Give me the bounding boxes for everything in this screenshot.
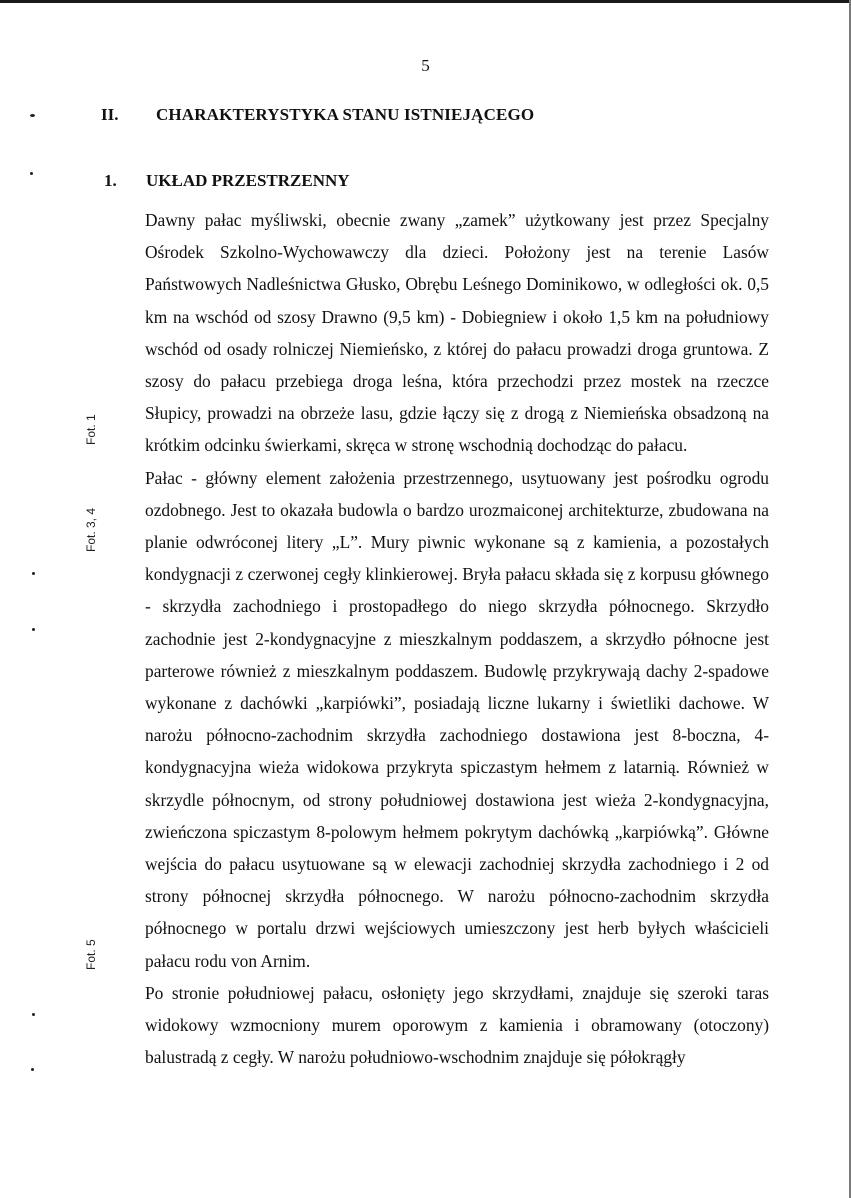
scan-speck [31,1068,34,1071]
paragraph: Dawny pałac myśliwski, obecnie zwany „zamek” użytkowany jest przez Specjalny Ośrodek Szkolno-Wychowawczy dla dzieci. Położony jest na terenie Lasów Państwowych Nadleśnictwa Głusko, Obrębu Leśnego Dominikowo, w odległości ok. 0,5 km na wschód od szosy Drawno (9,5 km) - Dobiegniew i około 1,5 km na południowy wschód od osady rolniczej Niemieńsko, z której do pałacu prowadzi droga gruntowa. Z szosy do pałacu przebiega droga leśna, która przechodzi przez mostek na rzeczce Słupicy, prowadzi na obrzeże lasu, gdzie łączy się z drogą z Niemieńska obsadzoną na krótkim odcinku świerkami, skręca w stronę wschodnią dochodząc do pałacu. [145,210,769,456]
page-number: 5 [421,56,430,75]
scan-top-edge [0,0,851,3]
subsection-title: UKŁAD PRZESTRZENNY [146,171,350,190]
paragraph: Pałac - główny element założenia przestrzennego, usytuowany jest pośrodku ogrodu ozdobnego. Jest to okazała budowla o bardzo urozmaiconej architekturze, zbudowana na planie odwróconej litery „L”. Mury piwnic wykonane są z kamienia, a pozostałych kondygnacji z czerwonej cegły klinkierowej. Bryła pałacu składa się z korpusu głównego - skrzydła zachodniego i prostopadłego do niego skrzydła północnego. Skrzydło zachodnie jest 2-kondygnacyjne z mieszkalnym poddaszem, a skrzydło północne jest parterowe również z mieszkalnym poddaszem. Budowlę przykrywają dachy 2-spadowe wykonane z dachówki „karpiówki”, posiadają liczne lukarny i świetliki dachowe. W narożu północno-zachodnim skrzydła zachodniego dostawiona jest 8-boczna, 4-kondygnacyjna wieża widokowa przykryta spiczastym hełmem z latarnią. Również w skrzydle północnym, od strony południowej dostawiona jest wieża 2-kondygnacyjna, zwieńczona spiczastym 8-polowym hełmem pokrytym dachówką „karpiówką”. Główne wejścia do pałacu usytuowane są w elewacji zachodniej skrzydła zachodniego i 2 od strony północnej skrzydła północnego. W narożu północno-zachodnim skrzydła północnego w portalu drzwi wejściowych umieszczony jest herb byłych właścicieli pałacu rodu von Arnim. [145,467,769,971]
scan-speck [32,1013,35,1016]
subsection-number: 1. [104,171,117,190]
body-text [145,204,769,1073]
scan-speck [30,114,35,117]
scan-speck [32,628,35,631]
paragraph: Po stronie południowej pałacu, osłonięty jego skrzydłami, znajduje się szeroki taras widokowy wzmocniony murem oporowym z kamienia i obramowany (otoczony) balustradą z cegły. W narożu południowo-wschodnim znajduje się półokrągły [145,982,769,1068]
scan-speck [30,172,33,175]
photo-reference-label: Fot. 1 [84,414,98,445]
photo-reference-label: Fot. 5 [84,939,98,970]
section-number: II. [101,105,119,124]
section-title: CHARAKTERYSTYKA STANU ISTNIEJĄCEGO [156,105,535,124]
scan-speck [32,572,35,575]
photo-reference-label: Fot. 3, 4 [84,507,98,552]
